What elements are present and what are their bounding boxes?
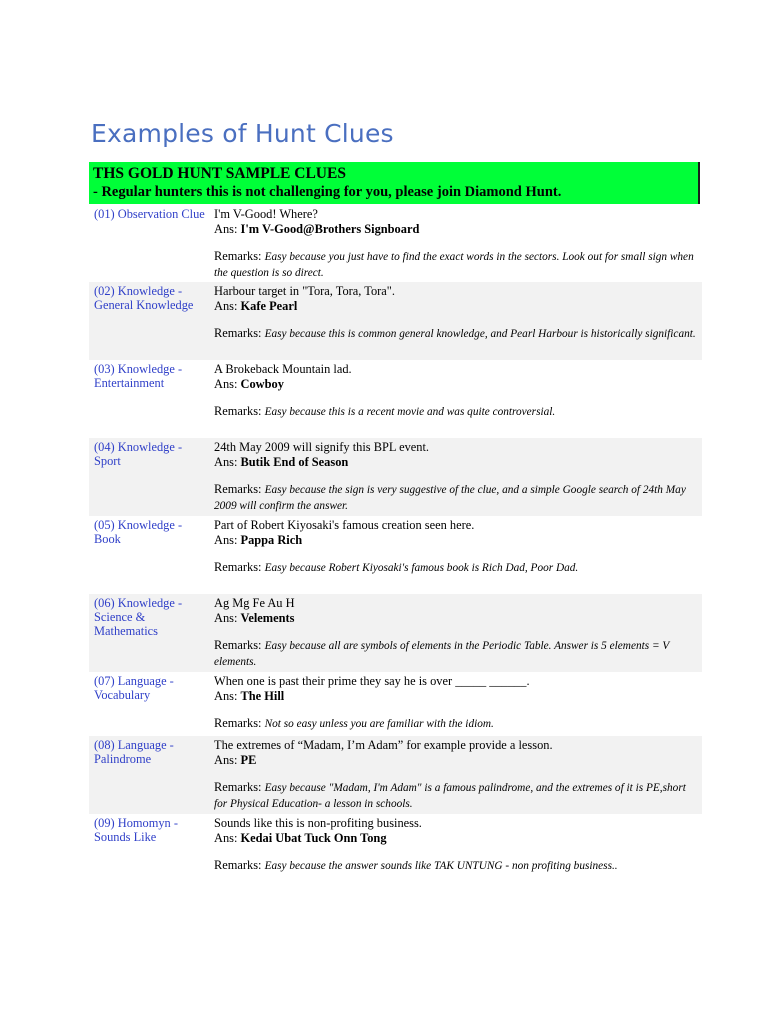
clue-body [214,816,696,874]
remarks-label: Remarks: [214,482,265,496]
clue-remarks [214,404,696,420]
clue-row [89,205,702,282]
clue-answer: Velements [240,610,295,625]
remarks-label: Remarks: [214,638,265,652]
answer-label: Ans: [214,688,241,703]
clue-remarks [214,716,696,732]
clue-remarks [214,560,696,576]
clue-category: (09) Homomyn - Sounds Like [94,816,178,844]
clue-remarks [214,780,696,812]
clue-category: (08) Language - Palindrome [94,738,174,766]
clue-body [214,284,696,342]
clue-answer: I'm V-Good@Brothers Signboard [240,221,420,236]
remarks-label: Remarks: [214,249,265,263]
clue-question: I'm V-Good! Where? [214,207,318,221]
clue-answer: Kafe Pearl [240,298,298,313]
clue-remarks [214,326,696,342]
clue-question: Ag Mg Fe Au H [214,596,295,610]
clue-row [89,594,702,672]
clue-category: (01) Observation Clue [94,207,205,221]
clue-body [214,440,696,514]
clue-row [89,360,702,438]
clue-category: (02) Knowledge - General Knowledge [94,284,194,312]
remarks-text: Easy because this is a recent movie and was quite controversial. [264,406,556,418]
clue-row [89,736,702,814]
clue-body [214,362,696,420]
remarks-text: Not so easy unless you are familiar with the idiom. [264,718,494,730]
remarks-text: Easy because all are symbols of elements in the Periodic Table. Answer is 5 elements = V elements. [214,640,670,668]
answer-label: Ans: [214,454,241,469]
remarks-text: Easy because "Madam, I'm Adam" is a famous palindrome, and the extremes of it is PE,short for Physical Education- a lesson in schools. [214,782,686,810]
remarks-label: Remarks: [214,404,265,418]
remarks-label: Remarks: [214,716,265,730]
remarks-text: Easy because you just have to find the exact words in the sectors. Look out for small sign when the question is so direct. [214,251,694,279]
answer-label: Ans: [214,532,241,547]
clue-question: A Brokeback Mountain lad. [214,362,352,376]
clue-row [89,516,702,594]
clue-question: Part of Robert Kiyosaki's famous creation seen here. [214,518,475,532]
clue-question: 24th May 2009 will signify this BPL event. [214,440,429,454]
remarks-label: Remarks: [214,858,265,872]
clue-remarks [214,482,696,514]
answer-label: Ans: [214,376,241,391]
clue-category: (05) Knowledge - Book [94,518,183,546]
clue-answer: Cowboy [240,376,284,391]
clue-question: The extremes of “Madam, I’m Adam” for example provide a lesson. [214,738,553,752]
clue-body [214,207,696,281]
banner-title: THS GOLD HUNT SAMPLE CLUES [93,165,346,182]
clue-remarks [214,249,696,281]
clue-question: When one is past their prime they say he is over _____ ______. [214,674,530,688]
clue-answer: PE [240,752,257,767]
clue-body [214,674,696,732]
clue-category: (03) Knowledge - Entertainment [94,362,183,390]
clue-question: Sounds like this is non-profiting business. [214,816,422,830]
answer-label: Ans: [214,298,241,313]
clue-category: (06) Knowledge - Science & Mathematics [94,596,183,638]
remarks-text: Easy because the answer sounds like TAK UNTUNG - non profiting business.. [264,860,618,872]
clue-answer: The Hill [240,688,285,703]
clue-answer: Kedai Ubat Tuck Onn Tong [240,830,387,845]
remarks-text: Easy because Robert Kiyosaki's famous book is Rich Dad, Poor Dad. [264,562,579,574]
gold-hunt-banner [89,162,700,204]
clue-remarks [214,858,696,874]
clue-row [89,282,702,360]
clue-row [89,438,702,516]
clue-answer: Butik End of Season [240,454,349,469]
page-title: Examples of Hunt Clues [91,119,394,148]
clue-row [89,814,702,878]
answer-label: Ans: [214,830,241,845]
banner-subtitle: - Regular hunters this is not challenging for you, please join Diamond Hunt. [93,184,562,200]
clue-category: (04) Knowledge - Sport [94,440,183,468]
clue-body [214,596,696,670]
remarks-label: Remarks: [214,326,265,340]
clue-remarks [214,638,696,670]
answer-label: Ans: [214,752,241,767]
clue-row [89,672,702,736]
clue-category: (07) Language - Vocabulary [94,674,174,702]
answer-label: Ans: [214,221,241,236]
clue-answer: Pappa Rich [240,532,303,547]
clue-body [214,518,696,576]
answer-label: Ans: [214,610,241,625]
clue-body [214,738,696,812]
remarks-label: Remarks: [214,560,265,574]
remarks-text: Easy because this is common general knowledge, and Pearl Harbour is historically significant. [264,328,696,340]
clue-question: Harbour target in "Tora, Tora, Tora". [214,284,395,298]
remarks-text: Easy because the sign is very suggestive of the clue, and a simple Google search of 24th May 2009 will confirm the answer. [214,484,686,512]
remarks-label: Remarks: [214,780,265,794]
